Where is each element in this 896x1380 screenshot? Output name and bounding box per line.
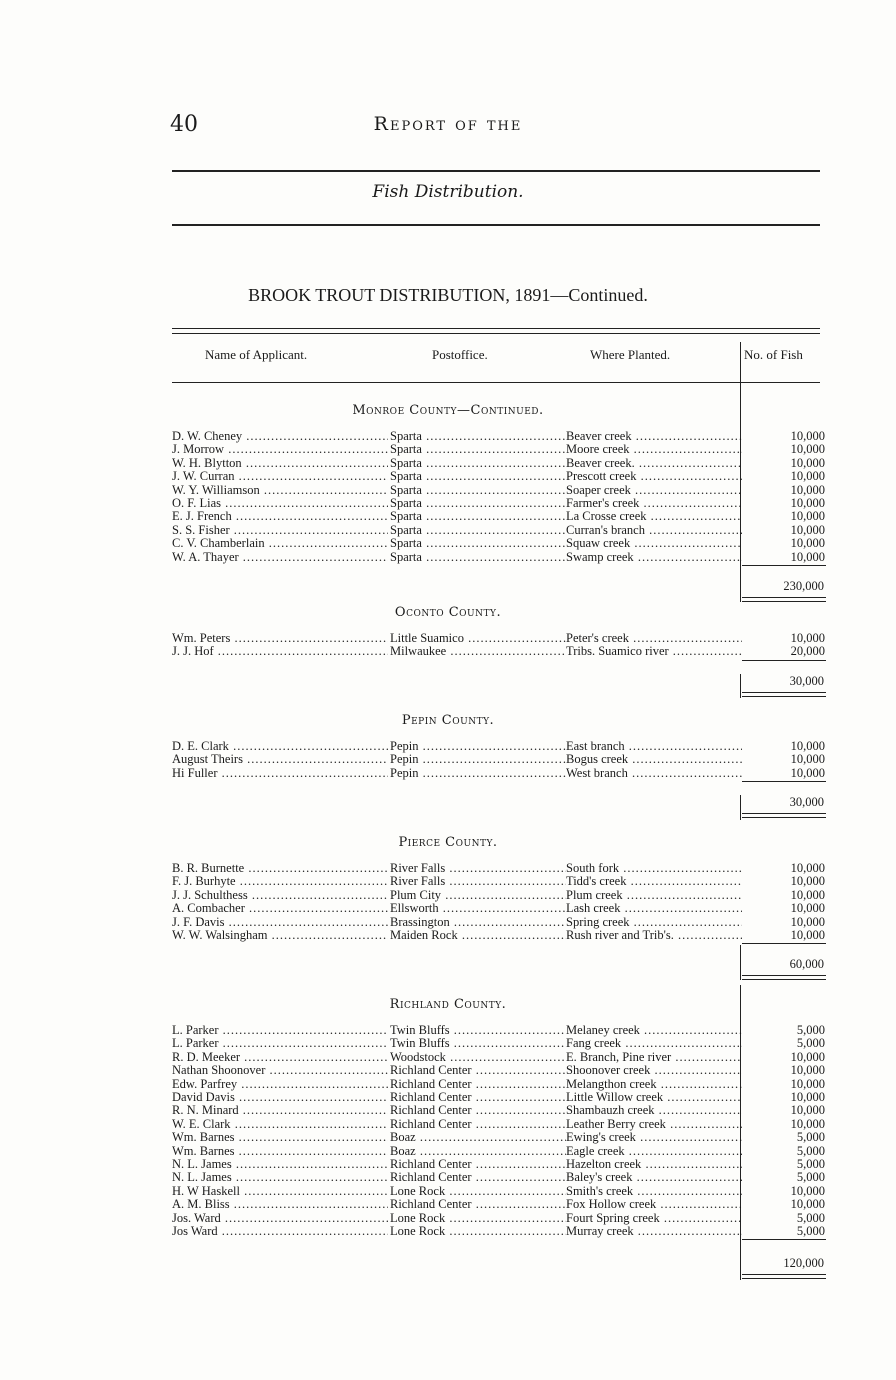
fish-count: 10,000 [790,740,825,753]
where-planted: Tribs. Suamico river ..... [566,645,742,658]
fish-count: 10,000 [790,902,825,916]
fish-count: 10,000 [790,430,825,443]
where-planted: Prescott creek ..... [566,470,742,483]
col-head-where-planted: Where Planted. [590,347,671,362]
postoffice: Sparta ..... [390,510,566,523]
county-heading: Oconto County. [394,605,502,620]
table-row [172,875,825,888]
applicant-name: W. Y. Williamson ..... [172,484,388,497]
postoffice: Woodstock ..... [390,1051,566,1064]
table-row [172,862,825,875]
where-planted: South fork ..... [566,862,742,875]
postoffice: Sparta ..... [390,524,566,537]
table-row [172,1212,825,1225]
postoffice: Richland Center ..... [390,1171,566,1184]
county-total: 30,000 [789,674,824,688]
table-row [172,1078,825,1091]
fish-count: 10,000 [790,1091,825,1104]
postoffice: Sparta ..... [390,470,566,483]
table-row [172,1104,825,1117]
applicant-name: Wm. Barnes ..... [172,1145,388,1158]
col-head-no-of-fish: No. of Fish [744,347,803,362]
postoffice: Richland Center ..... [390,1078,566,1091]
where-planted: Hazelton creek ..... [566,1158,742,1171]
fish-count: 10,000 [790,1077,825,1091]
table-row [172,632,825,645]
table-row [172,645,825,658]
applicant-name: A. Combacher ..... [172,902,388,915]
applicant-name: J. Morrow ..... [172,443,388,456]
applicant-name: D. E. Clark ..... [172,740,388,753]
postoffice: Maiden Rock ..... [390,929,566,942]
fish-count: 10,000 [790,443,825,457]
postoffice: Richland Center ..... [390,1158,566,1171]
postoffice: Milwaukee ..... [390,645,566,658]
applicant-name: W. W. Walsingham ..... [172,929,388,942]
applicant-name: C. V. Chamberlain ..... [172,537,388,550]
col-head-postoffice: Postoffice. [432,347,488,362]
where-planted: Plum creek ..... [566,889,742,902]
postoffice: Pepin ..... [390,753,566,766]
applicant-name: E. J. French ..... [172,510,388,523]
applicant-name: Hi Fuller ..... [172,767,388,780]
postoffice: Sparta ..... [390,551,566,564]
where-planted: Bogus creek ..... [566,753,742,766]
where-planted: Ewing's creek ..... [566,1131,742,1144]
page-number: 40 [170,112,198,137]
postoffice: River Falls ..... [390,862,566,875]
where-planted: Swamp creek ..... [566,551,742,564]
applicant-name: W. H. Blytton ..... [172,457,388,470]
postoffice: Boaz ..... [390,1145,566,1158]
fish-count: 10,000 [790,1050,825,1064]
subtotal-rule [742,660,826,661]
subtotal-rule [742,1239,826,1240]
applicant-name: N. L. James ..... [172,1158,388,1171]
county-heading: Pierce County. [398,835,498,850]
where-planted: Murray creek ..... [566,1225,742,1238]
where-planted: Tidd's creek ..... [566,875,742,888]
fish-count: 10,000 [790,550,825,564]
applicant-name: J. F. Davis ..... [172,916,388,929]
where-planted: Rush river and Trib's. ..... [566,929,742,942]
applicant-name: Jos. Ward ..... [172,1212,388,1225]
table-row [172,1171,825,1184]
running-title: Report of the [373,113,523,135]
applicant-name: H. W Haskell ..... [172,1185,388,1198]
table-row [172,1037,825,1050]
table-row [172,1051,825,1064]
subtotal-rule [742,565,826,566]
fish-count: 10,000 [790,1198,825,1212]
applicant-name: B. R. Burnette ..... [172,862,388,875]
subtotal-rule [742,943,826,944]
fish-count: 10,000 [790,1184,825,1198]
table-row [172,902,825,915]
applicant-name: August Theirs ..... [172,753,388,766]
table-row [172,551,825,564]
county-total: 60,000 [789,957,824,971]
postoffice: Lone Rock ..... [390,1185,566,1198]
total-double-rule [742,1274,826,1279]
applicant-name: R. N. Minard ..... [172,1104,388,1117]
header-rule-bottom [172,224,820,226]
where-planted: Shambauzh creek ..... [566,1104,742,1117]
postoffice: Richland Center ..... [390,1091,566,1104]
table-row [172,510,825,523]
where-planted: Moore creek ..... [566,443,742,456]
postoffice: Sparta ..... [390,443,566,456]
where-planted: Melaney creek ..... [566,1024,742,1037]
where-planted: Beaver creek ..... [566,430,742,443]
table-row [172,1158,825,1171]
where-planted: Fox Hollow creek ..... [566,1198,742,1211]
table-row [172,470,825,483]
col-head-applicant: Name of Applicant. [205,347,308,362]
county-total: 30,000 [789,795,824,809]
table-row [172,1185,825,1198]
fish-count: 10,000 [790,483,825,497]
where-planted: Eagle creek ..... [566,1145,742,1158]
postoffice: Pepin ..... [390,767,566,780]
fish-count: 10,000 [790,1104,825,1118]
fish-count: 10,000 [790,497,825,510]
table-row [172,443,825,456]
fish-count: 5,000 [796,1131,825,1145]
where-planted: Curran's branch ..... [566,524,742,537]
postoffice: Boaz ..... [390,1131,566,1144]
postoffice: Brassington ..... [390,916,566,929]
applicant-name: J. J. Hof ..... [172,645,388,658]
where-planted: Soaper creek ..... [566,484,742,497]
postoffice: Plum City ..... [390,889,566,902]
table-row [172,457,825,470]
postoffice: Richland Center ..... [390,1104,566,1117]
applicant-name: Edw. Parfrey ..... [172,1078,388,1091]
table-row [172,916,825,929]
table-row [172,537,825,550]
table-row [172,1091,825,1104]
fish-count: 10,000 [790,753,825,767]
column-divider [740,795,741,820]
applicant-name: J. J. Schulthess ..... [172,889,388,902]
applicant-name: R. D. Meeker ..... [172,1051,388,1064]
fish-count: 10,000 [790,523,825,537]
county-heading: Pepin County. [401,713,495,728]
fish-count: 10,000 [790,929,825,942]
fish-count: 5,000 [796,1211,825,1225]
where-planted: Melangthon creek ..... [566,1078,742,1091]
fish-count: 5,000 [796,1037,825,1051]
table-row [172,1198,825,1211]
applicant-name: D. W. Cheney ..... [172,430,388,443]
table-row [172,929,825,942]
table-row [172,767,825,780]
fish-count: 10,000 [790,632,825,645]
postoffice: Ellsworth ..... [390,902,566,915]
postoffice: Little Suamico ..... [390,632,566,645]
applicant-name: L. Parker ..... [172,1024,388,1037]
postoffice: Twin Bluffs ..... [390,1037,566,1050]
where-planted: Leather Berry creek ..... [566,1118,742,1131]
table-row [172,484,825,497]
where-planted: Baley's creek ..... [566,1171,742,1184]
fish-count: 10,000 [790,510,825,524]
applicant-name: Nathan Shoonover ..... [172,1064,388,1077]
fish-count: 10,000 [790,470,825,484]
fish-count: 5,000 [796,1158,825,1171]
applicant-name: F. J. Burhyte ..... [172,875,388,888]
postoffice: Richland Center ..... [390,1064,566,1077]
fish-count: 10,000 [790,1064,825,1078]
total-double-rule [742,597,826,602]
applicant-name: A. M. Bliss ..... [172,1198,388,1211]
header-rule-top [172,170,820,172]
table-row [172,524,825,537]
fish-count: 5,000 [796,1225,825,1238]
postoffice: Richland Center ..... [390,1198,566,1211]
where-planted: Fourt Spring creek ..... [566,1212,742,1225]
where-planted: East branch ..... [566,740,742,753]
applicant-name: N. L. James ..... [172,1171,388,1184]
applicant-name: L. Parker ..... [172,1037,388,1050]
postoffice: Sparta ..... [390,457,566,470]
postoffice: Richland Center ..... [390,1118,566,1131]
county-heading: Monroe County—Continued. [352,403,544,418]
table-row [172,1064,825,1077]
where-planted: Spring creek ..... [566,916,742,929]
table-row [172,740,825,753]
table-title: BROOK TROUT DISTRIBUTION, 1891—Continued. [248,285,648,305]
where-planted: Shoonover creek ..... [566,1064,742,1077]
applicant-name: W. A. Thayer ..... [172,551,388,564]
fish-count: 10,000 [790,862,825,875]
table-row [172,889,825,902]
postoffice: Lone Rock ..... [390,1225,566,1238]
fish-count: 10,000 [790,915,825,929]
county-total: 120,000 [783,1256,824,1270]
total-double-rule [742,692,826,697]
applicant-name: J. W. Curran ..... [172,470,388,483]
where-planted: Farmer's creek ..... [566,497,742,510]
where-planted: West branch ..... [566,767,742,780]
table-row [172,1131,825,1144]
applicant-name: Wm. Peters ..... [172,632,388,645]
county-heading: Richland County. [389,997,507,1012]
applicant-name: W. E. Clark ..... [172,1118,388,1131]
fish-count: 5,000 [796,1024,825,1037]
postoffice: Sparta ..... [390,430,566,443]
where-planted: Little Willow creek ..... [566,1091,742,1104]
fish-count: 10,000 [790,456,825,470]
where-planted: Lash creek ..... [566,902,742,915]
postoffice: Pepin ..... [390,740,566,753]
county-total: 230,000 [783,579,824,593]
where-planted: Smith's creek ..... [566,1185,742,1198]
postoffice: River Falls ..... [390,875,566,888]
where-planted: Squaw creek ..... [566,537,742,550]
fish-count: 10,000 [790,888,825,902]
fish-count: 10,000 [790,1117,825,1131]
where-planted: Peter's creek ..... [566,632,742,645]
table-top-rule [172,328,820,334]
fish-count: 5,000 [796,1144,825,1158]
table-row [172,1145,825,1158]
where-planted: Beaver creek. ..... [566,457,742,470]
column-head-rule [172,382,820,383]
section-heading: Fish Distribution. [372,182,524,202]
fish-count: 10,000 [790,875,825,889]
applicant-name: Jos Ward ..... [172,1225,388,1238]
fish-count: 5,000 [796,1171,825,1185]
total-double-rule [742,975,826,980]
applicant-name: Wm. Barnes ..... [172,1131,388,1144]
fish-count: 20,000 [790,645,825,659]
applicant-name: S. S. Fisher ..... [172,524,388,537]
table-row [172,497,825,510]
total-double-rule [742,813,826,818]
where-planted: Fang creek ..... [566,1037,742,1050]
subtotal-rule [742,781,826,782]
applicant-name: O. F. Lias ..... [172,497,388,510]
where-planted: La Crosse creek ..... [566,510,742,523]
postoffice: Sparta ..... [390,484,566,497]
postoffice: Sparta ..... [390,497,566,510]
fish-count: 10,000 [790,537,825,551]
table-row [172,430,825,443]
table-row [172,753,825,766]
postoffice: Sparta ..... [390,537,566,550]
table-row [172,1225,825,1238]
column-divider [740,945,741,980]
fish-count: 10,000 [790,766,825,780]
postoffice: Lone Rock ..... [390,1212,566,1225]
table-row [172,1118,825,1131]
postoffice: Twin Bluffs ..... [390,1024,566,1037]
column-divider [740,674,741,698]
table-row [172,1024,825,1037]
where-planted: E. Branch, Pine river ..... [566,1051,742,1064]
applicant-name: David Davis ..... [172,1091,388,1104]
